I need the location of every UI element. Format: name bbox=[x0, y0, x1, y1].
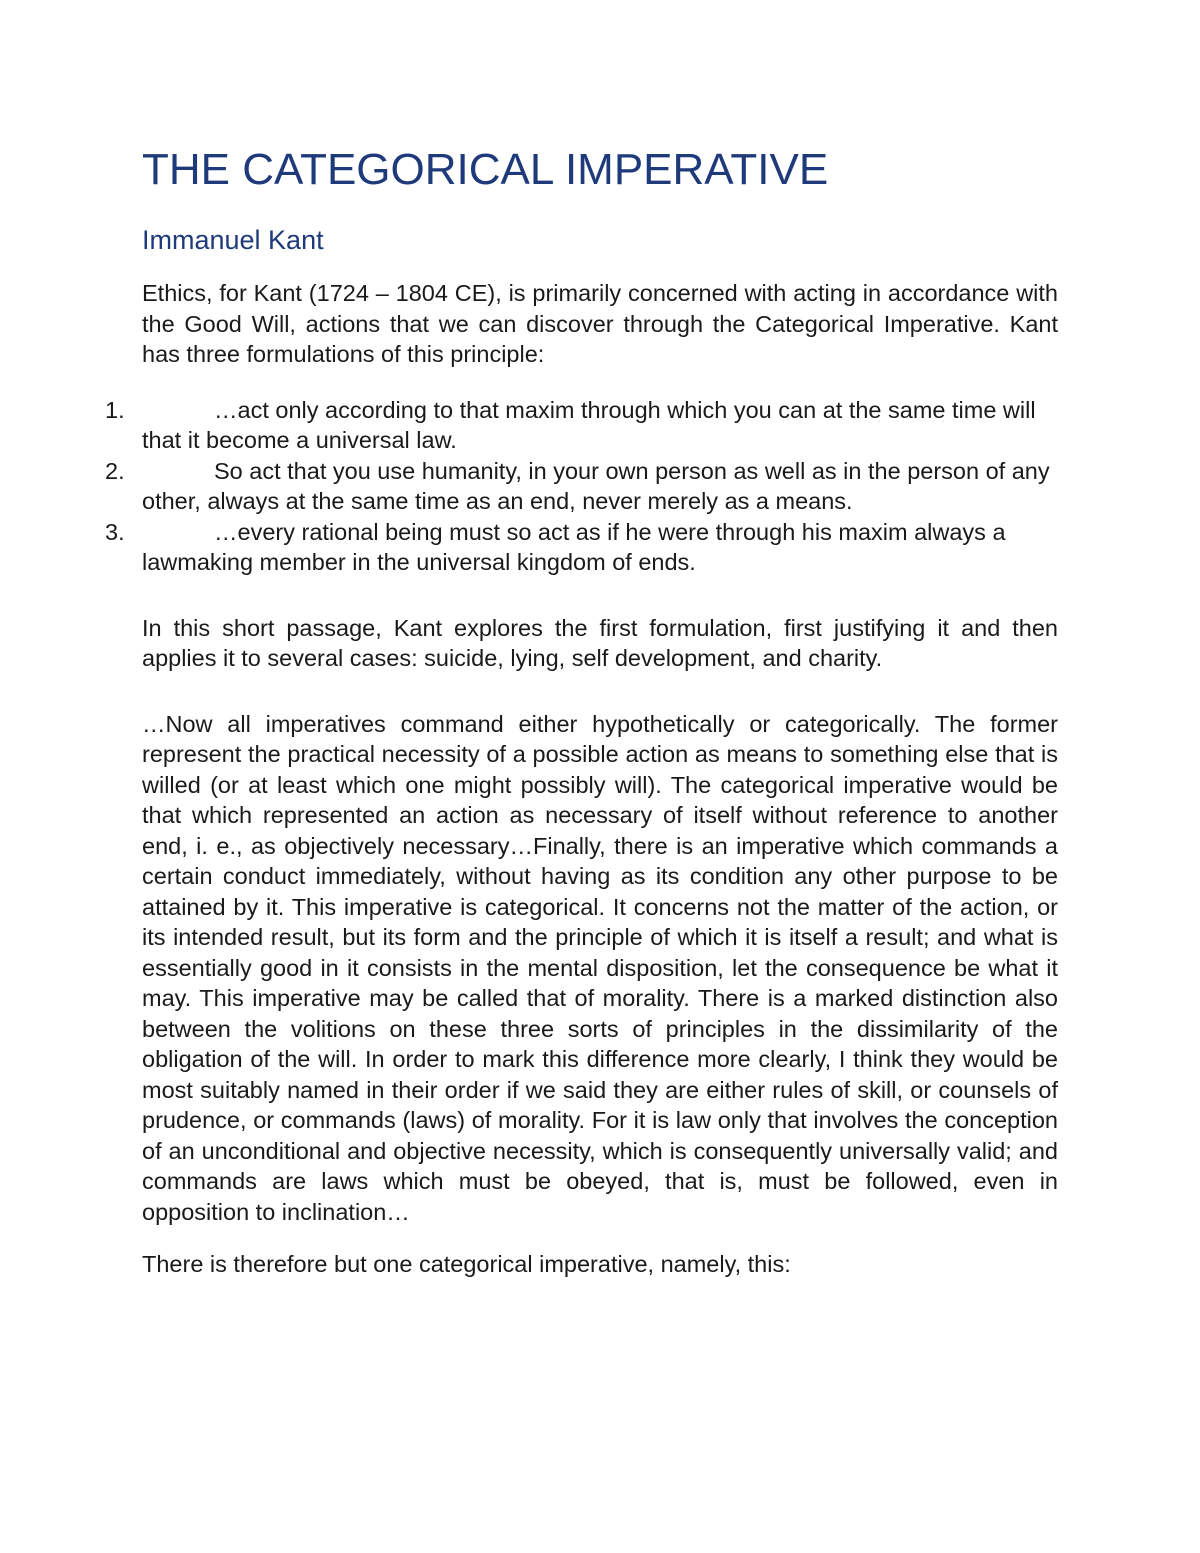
closing-paragraph: There is therefore but one categorical imperative, namely, this: bbox=[142, 1251, 791, 1277]
passage-intro-paragraph: In this short passage, Kant explores the first formulation, first justifying it and then applies it to several cases: suicide, lying, self development, and charity. bbox=[142, 614, 1058, 671]
formulations-list bbox=[105, 395, 1058, 578]
list-item bbox=[105, 517, 1058, 578]
list-item bbox=[105, 395, 1058, 456]
list-item-text: So act that you use humanity, in your own person as well as in the person of any other, always at the same time as an end, never merely as a means. bbox=[142, 457, 1050, 514]
author-heading: Immanuel Kant bbox=[142, 225, 324, 255]
list-number: 3. bbox=[105, 518, 125, 545]
intro-paragraph: Ethics, for Kant (1724 – 1804 CE), is primarily concerned with acting in accordance with the Good Will, actions that we can discover through the Categorical Imperative. Kant has three formulations of this principle: bbox=[142, 280, 1058, 367]
excerpt-paragraph: …Now all imperatives command either hypothetically or categorically. The former represent the practical necessity of a possible action as means to something else that is willed (or at least which one might possibly will). The categorical imperative would be that which represented an action as necessary of itself without reference to another end, i. e., as objectively necessary…Finally, there is an imperative which commands a certain conduct immediately, without having as its condition any other purpose to be attained by it. This imperative is categorical. It concerns not the matter of the action, or its intended result, but its form and the principle of which it is itself a result; and what is essentially good in it consists in the mental disposition, let the consequence be what it may. This imperative may be called that of morality. There is a marked distinction also between the volitions on these three sorts of principles in the dissimilarity of the obligation of the will. In order to mark this difference more clearly, I think they would be most suitably named in their order if we said they are either rules of skill, or counsels of prudence, or commands (laws) of morality. For it is law only that involves the conception of an unconditional and objective necessity, which is consequently universally valid; and commands are laws which must be obeyed, that is, must be followed, even in opposition to inclination… bbox=[142, 710, 1058, 1225]
document-title: THE CATEGORICAL IMPERATIVE bbox=[142, 145, 829, 194]
document-page bbox=[105, 140, 1058, 1280]
list-number: 1. bbox=[105, 396, 125, 423]
list-item-text: …every rational being must so act as if he were through his maxim always a lawmaking member in the universal kingdom of ends. bbox=[142, 518, 1006, 575]
list-item-text: …act only according to that maxim through which you can at the same time will that it become a universal law. bbox=[142, 396, 1036, 453]
list-number: 2. bbox=[105, 457, 125, 484]
list-item bbox=[105, 456, 1058, 517]
